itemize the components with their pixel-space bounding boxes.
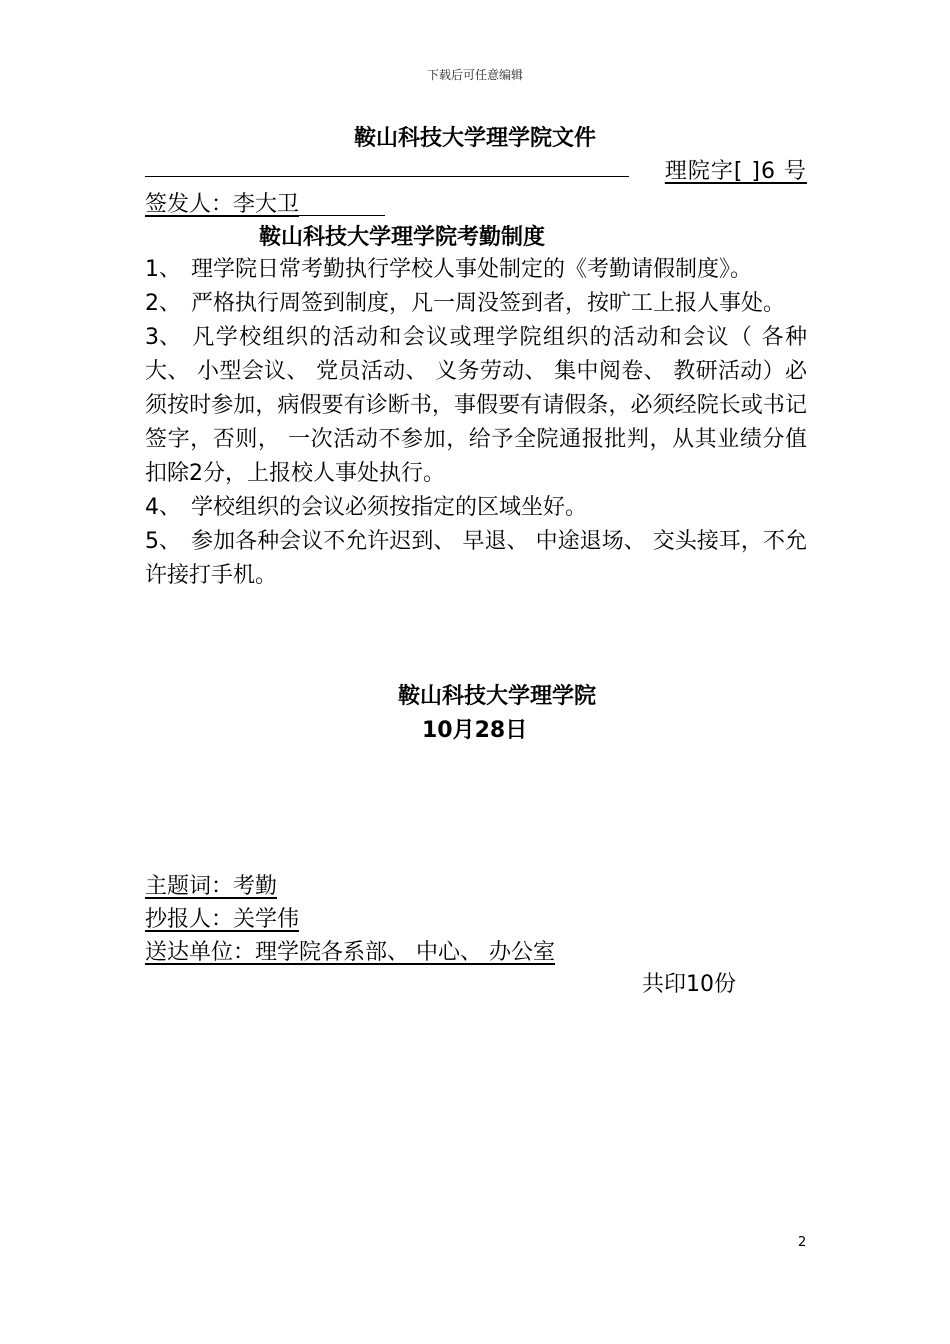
regulation-title: 鞍山科技大学理学院考勤制度 [259, 225, 546, 250]
header-rule [145, 176, 629, 177]
document-number: 理院字[ ]6 号 [664, 159, 807, 184]
list-item [145, 525, 807, 593]
page-number: 2 [798, 1235, 807, 1250]
signer-underline [299, 193, 385, 216]
item-number: 3、 [145, 325, 181, 350]
signer-line [145, 187, 385, 218]
item-text: 参加各种会议不允许迟到、 早退、 中途退场、 交头接耳，不允许接打手机。 [145, 529, 807, 588]
subject-keywords: 主题词：考勤 [145, 874, 278, 899]
signer: 签发人：李大卫 [145, 192, 300, 217]
header-note: 下载后可任意编辑 [426, 68, 523, 82]
issue-date: 10月28日 [422, 718, 528, 743]
list-item [145, 491, 807, 525]
item-number: 1、 [145, 257, 181, 282]
list-item [145, 321, 807, 491]
item-text: 学校组织的会议必须按指定的区域坐好。 [191, 495, 588, 520]
regulation-body [145, 253, 807, 593]
document-title: 鞍山科技大学理学院文件 [353, 126, 596, 151]
issuing-organization: 鞍山科技大学理学院 [398, 684, 597, 709]
item-number: 2、 [145, 291, 181, 316]
distribution-list: 送达单位：理学院各系部、 中心、 办公室 [145, 940, 555, 965]
list-item [145, 287, 807, 321]
item-text: 理学院日常考勤执行学校人事处制定的《考勤请假制度》。 [191, 257, 753, 282]
copies-count: 共印10份 [642, 972, 736, 997]
list-item [145, 253, 807, 287]
item-text: 凡学校组织的活动和会议或理学院组织的活动和会议（ 各种大、 小型会议、 党员活动、 义务劳动、 集中阅卷、 教研活动）必须按时参加，病假要有诊断书，事假要有请假条，必须经院长或书记签字，否则， 一次活动不参加，给予全院通报批判，从其业绩分值扣除2分，上报校人事处执行。 [145, 325, 807, 486]
item-number: 4、 [145, 495, 181, 520]
item-number: 5、 [145, 529, 181, 554]
item-text: 严格执行周签到制度，凡一周没签到者，按旷工上报人事处。 [191, 291, 786, 316]
cc-recipient: 抄报人：关学伟 [145, 907, 300, 932]
